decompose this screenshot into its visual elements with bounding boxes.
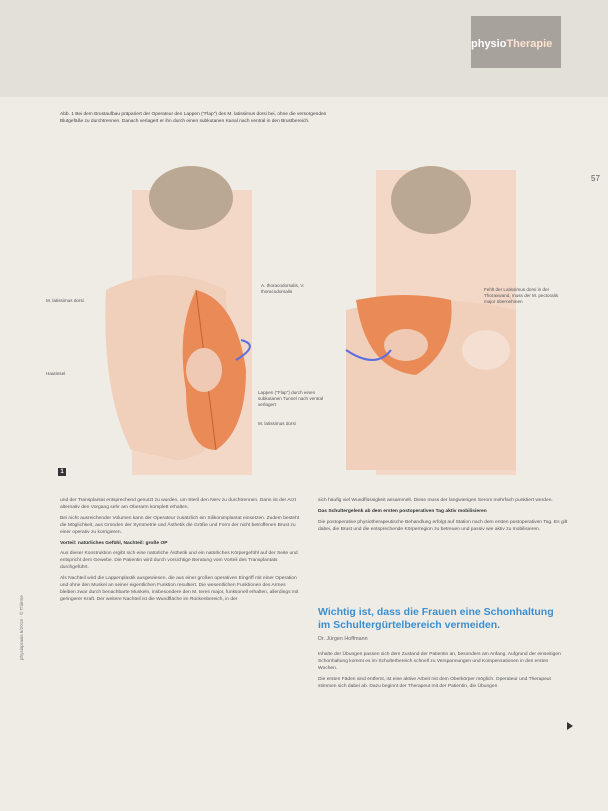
right-para-4: Die ersten Fäden sind entfernt, ist eine aktive Arbeit mit dem Oberkörper möglich. Operateur und Therapeut stimmen sich dabei ab. Dazu beginnt der Therapeut mit der Patientin, die Übungen — [318, 676, 551, 689]
right-para-3: Inhalte der Übungen passen sich dem Zustand der Patientin an, besonders am Anfang. Aufgrund der einseitigen Schonhaltung kommt es im Schulterbereich schnell zu Verspannungen und Kompensationen in den ersten Wochen. — [318, 652, 561, 671]
anatomy-illustration — [46, 150, 566, 480]
label-thoracodorsalis: A. thoracodorsalis, V. thoracodorsalis — [261, 283, 305, 294]
left-subhead: Vorteil: natürliches Gefühl, Nachteil: große OP — [60, 540, 168, 546]
page-number: 57 — [591, 174, 600, 183]
back-view-figure — [105, 166, 252, 475]
label-hautinsel: Hautinsel — [46, 371, 66, 376]
right-para-1: sich häufig viel Wundflüssigkeit ansammelt. Diese muss der langwierigen Serom mehrfach punktiert werden. — [318, 498, 553, 503]
next-page-arrow-icon — [567, 722, 573, 730]
left-para-4: Als Nachteil wird die Lappenplastik ausgewiesen, die aus einer großen operativen Eingriff mit einer Operation und ohne den Muskel an seiner eigentlichen Funktion resultiert. Die wesentlichen Funktionen des Armes bleiben zwar durch benachbarte Muskeln, insbesondere den M. teres major, funktionell erhalten, allerdings mit geringerer Kraft. Der weitere Nachteil ist die Wundfläche im Rückenbereich, in der — [60, 576, 299, 602]
brand-label: physioTherapie — [471, 38, 553, 50]
left-para-1: und der Transplantat entsprechend genutzt zu wurden, um Steril den Nerv zu durchtrennen. Dann ist der Arzt alternativ den Vorgang sehr am Oberarm komplett erhalten. — [60, 498, 296, 510]
anatomy-figure — [46, 150, 566, 480]
pull-quote-author: Dr. Jürgen Hoffmann — [318, 636, 368, 642]
right-para-2: Die postoperative physiotherapeutische Behandlung erfolgt auf Station nach dem ersten postoperativen Tag. Es gilt dabei, die Brust und die entsprechende Körperregion zu betreuen und passiv wie aktiv zu mobilisieren. — [318, 519, 568, 532]
label-lappen: Lappen ("Flap") durch einen subkutanen Tunnel nach ventral verlagert — [258, 390, 324, 407]
label-pectoralis: Fehlt der Latissimus dorsi in der Thoraxwand, muss der M. pectoralis major übernehmen — [484, 287, 559, 304]
right-subhead: Das Schultergelenk ab dem ersten postoperativen Tag aktiv mobilisieren — [318, 508, 487, 514]
front-view-figure — [346, 166, 516, 475]
right-column-bottom — [318, 652, 568, 695]
right-column-top — [318, 498, 568, 538]
pull-quote: Wichtig ist, dass die Frauen eine Schonhaltung im Schultergürtelbereich vermeiden. — [318, 606, 554, 631]
label-latissimus-2: M. latissimus dorsi — [258, 421, 296, 426]
left-column — [60, 498, 300, 608]
figure-caption: Abb. 1 Bei dem Brustaufbau präpariert der Operateur den Lappen ("Flap") des M. latissimus dorsi bei, ohne die versorgenden Blutgefäße zu durchtrennen. Danach verlagert er ihn durch einen subkutanen Kanal nach ventral in den Brustbereich. — [60, 112, 327, 124]
figure-marker: 1 — [58, 468, 66, 476]
left-para-2: Bei nicht ausreichender Volumen kann der Operateur zusätzlich ein Silikonimplantat einsetzen. Zudem besteht die Möglichkeit, aus Gründen der Symmetrie und Ästhetik die Größe und Form der nicht betroffenen Brust zu einer operativ zu korrigieren. — [60, 515, 300, 535]
left-para-3: Aus dieser Konstruktion ergibt sich eine natürliche Ästhetik und ein natürliches Körpergefühl auf der Seite und entspricht dem Gewebe. Die Patientin wird durch vorsichtige Beratung vom Vorteil des Transplantats durchgeführt. — [60, 551, 298, 571]
label-latissimus: M. latissimus dorsi — [46, 298, 84, 303]
side-credit: physiopraxis 6/2019 · © Thieme — [19, 595, 24, 660]
